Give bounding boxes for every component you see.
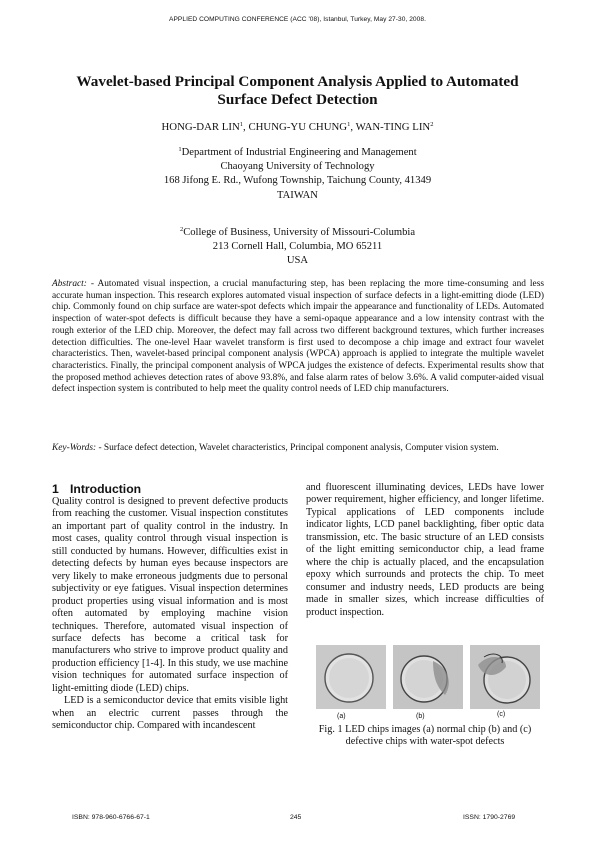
paper-title — [40, 73, 555, 109]
footer-issn: ISSN: 1790-2769 — [463, 814, 516, 821]
figure-caption: Fig. 1 LED chips images (a) normal chip (b) and (c) defective chips with water-spot defects — [318, 724, 532, 748]
author-3-sup: 2 — [430, 121, 434, 128]
affiliation-1-sup: 1 — [178, 146, 182, 153]
affiliation-1-line-4: TAIWAN — [277, 189, 318, 201]
affiliation-2-line-3: USA — [286, 255, 309, 267]
affiliation-1-line-3: 168 Jifong E. Rd., Wufong Township, Taichung County, 41349 — [163, 175, 432, 187]
intro-paragraph-2: LED is a semiconductor device that emits visible light when an electric current passes through the semiconductor chip. Compared with incandescent — [52, 695, 288, 732]
keywords — [52, 443, 544, 455]
affiliation-2 — [0, 226, 595, 269]
author-list — [0, 121, 595, 133]
author-separator: , — [350, 121, 356, 133]
affiliation-2-sup: 2 — [179, 226, 184, 233]
abstract-text: - Automated visual inspection, a crucial manufacturing step, has been replacing the more time-consuming and less accurate human inspection. This research explores automated visual inspection of surface defects in a light-emitting diode (LED) chip. Commonly found on chip surface are water-spot defects which impair the appearance and functionality of LEDs. Automated inspection of water-spot defects is difficult because they have a semi-opaque appearance and a low intensity contrast with the rough exterior of the LED chip. Moreover, the defect may fall across two different background textures, which further increases detection difficulties. The one-level Haar wavelet transform is first used to decompose a chip image and extract four wavelet characteristics. Then, wavelet-based principal component analysis (WPCA) approach is applied to integrate the multiple wavelet characteristics. Finally, the principal component analysis of WPCA judges the existence of defects. Experimental results show that the proposed method achieves detection rates of above 93.8%, and false alarm rates of below 3.6%. A valid computer-aided visual defect inspection system is contributed to help meet the quality control needs of LED chip manufacturers. — [52, 279, 544, 395]
figure-label-c: (c) — [497, 711, 506, 718]
section-title: Introduction — [70, 482, 142, 496]
intro-paragraph-continued: and fluorescent illuminating devices, LEDs have lower power requirement, higher efficiency, and longer lifetime. Typical applications of LED components include indicator lights, LCD panel backlighting, fiber optic data transmission, etc. The basic structure of an LED consists of the light emitting semiconductor chip, a lead frame where the chip is actually placed, and the encapsulation epoxy which surrounds and protects the chip. To meet consumer and industry needs, LED products are being made in smaller sizes, which increase difficulties of product inspection. — [306, 482, 544, 618]
footer-isbn: ISBN: 978-960-6766-67-1 — [72, 814, 150, 821]
abstract-label: Abstract: — [52, 279, 87, 289]
title-line-2: Surface Defect Detection — [217, 91, 378, 108]
author-3: WAN-TING LIN — [355, 121, 431, 133]
affiliation-1-line-2: Chaoyang University of Technology — [220, 161, 375, 173]
left-column — [52, 482, 288, 733]
affiliation-1-line-1: Department of Industrial Engineering and Management — [181, 147, 417, 158]
author-2: CHUNG-YU CHUNG — [248, 121, 348, 133]
keywords-label: Key-Words: — [52, 443, 97, 453]
affiliation-1 — [0, 146, 595, 203]
section-number: 1 — [52, 482, 59, 496]
author-2-sup: 1 — [347, 121, 351, 128]
led-chip-image-defect-c — [470, 645, 540, 709]
figure-label-b: (b) — [416, 713, 425, 720]
affiliation-2-line-2: 213 Cornell Hall, Columbia, MO 65211 — [212, 241, 383, 253]
abstract — [52, 279, 544, 396]
right-column — [306, 482, 544, 619]
author-separator: , — [243, 121, 249, 133]
section-heading — [52, 482, 288, 496]
running-head: APPLIED COMPUTING CONFERENCE (ACC '08), Istanbul, Turkey, May 27-30, 2008. — [169, 16, 426, 23]
led-chip-image-defect-b — [393, 645, 463, 709]
keywords-text: - Surface defect detection, Wavelet characteristics, Principal component analysis, Computer vision system. — [96, 443, 499, 453]
intro-paragraph-1: Quality control is designed to prevent defective products from reaching the customer. Visual inspection constitutes an important part of quality control in the industry. In most cases, quality control through visual inspection is still conducted by humans. However, difficulties exist in detecting defects by human eyes because inspectors are very likely to make erroneous judgments due to personal subjectivity or eye fatigues. Visual inspection determines product properties using visual information and is most often automated by employing machine vision techniques. Therefore, automated visual inspection of surface defects has become a critical task for manufacturers who strive to improve product quality and production efficiency [1-4]. In this study, we use machine vision techniques for automated surface inspection of light-emitting diode (LED) chips. — [52, 496, 288, 694]
author-1: HONG-DAR LIN — [161, 121, 240, 133]
title-line-1: Wavelet-based Principal Component Analysis Applied to Automated — [76, 73, 519, 90]
figure-label-a: (a) — [337, 713, 346, 720]
author-1-sup: 1 — [239, 121, 244, 128]
led-chip-image-normal — [316, 645, 386, 709]
affiliation-2-line-1: College of Business, University of Missouri-Columbia — [183, 227, 416, 238]
page-number: 245 — [290, 814, 302, 821]
figure-1 — [306, 645, 544, 715]
